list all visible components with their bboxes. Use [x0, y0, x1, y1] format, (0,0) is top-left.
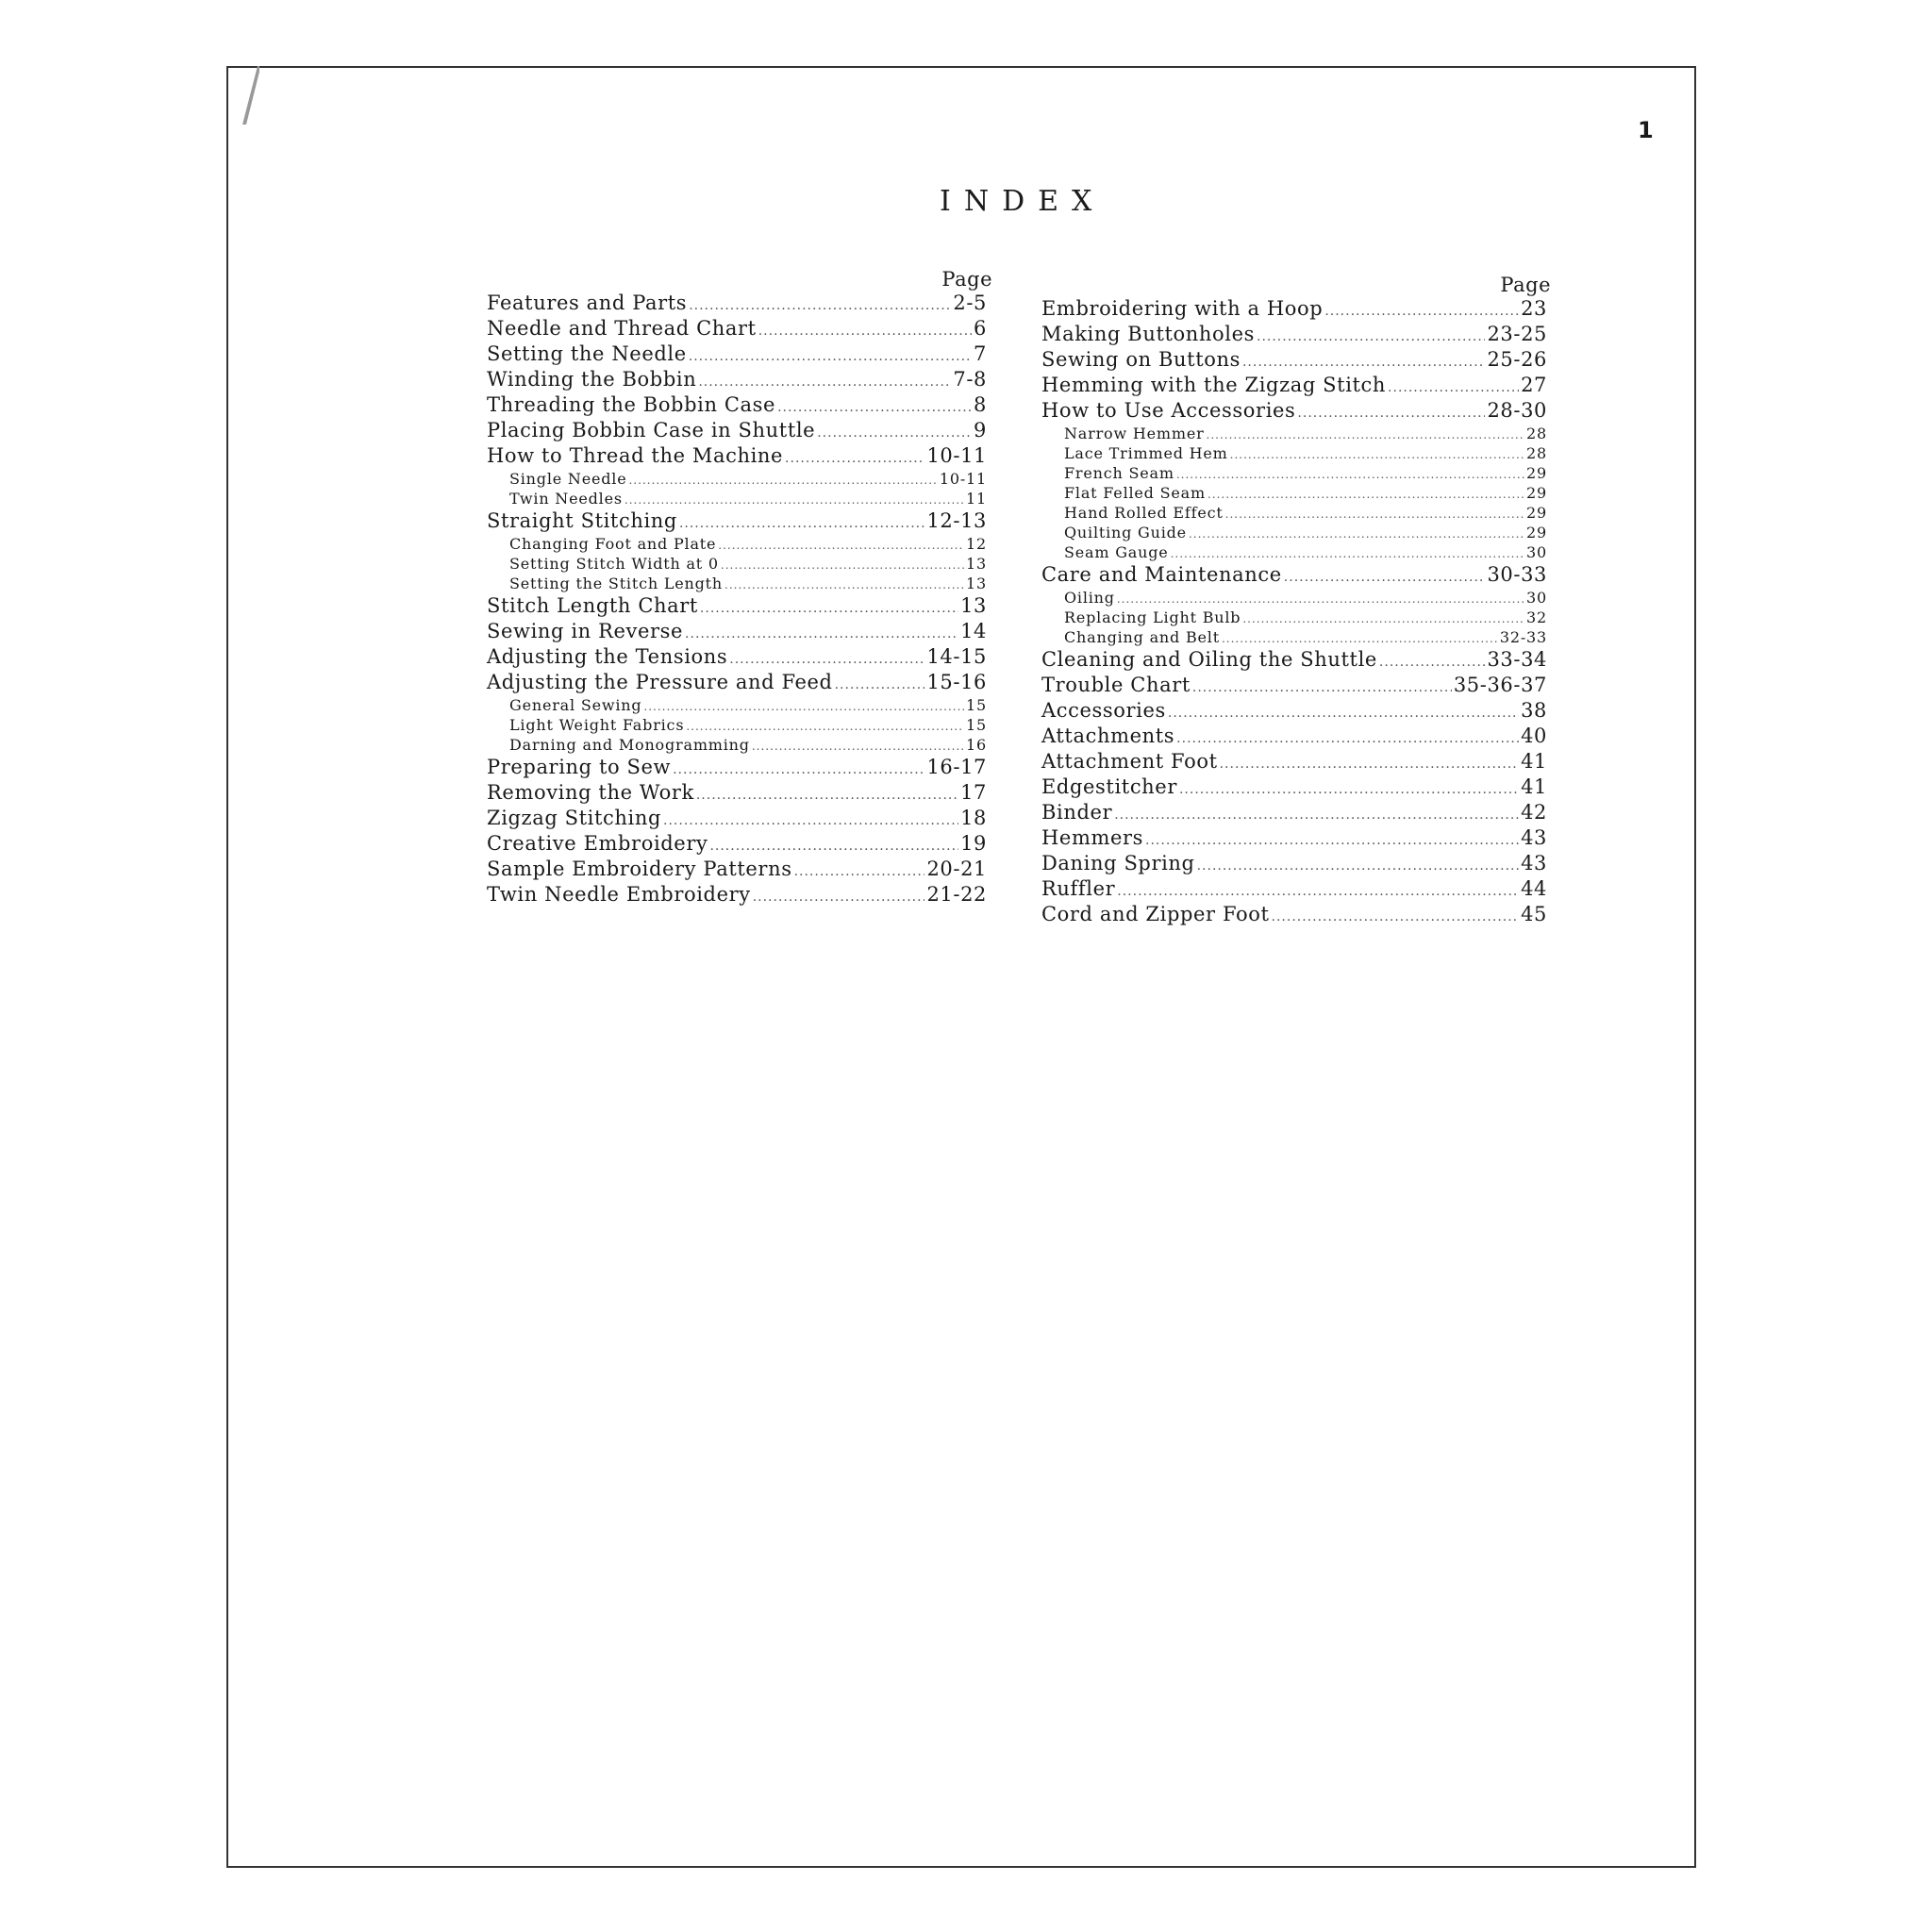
index-entry — [487, 782, 987, 807]
index-entry — [487, 833, 987, 858]
entry-label: Straight Stitching — [487, 509, 677, 532]
entry-page-number: 29 — [1526, 464, 1547, 482]
index-entry — [1041, 564, 1547, 589]
entry-page-number: 38 — [1521, 699, 1547, 722]
entry-label: General Sewing — [509, 696, 642, 714]
entry-label: Seam Gauge — [1064, 543, 1169, 561]
entry-label: How to Use Accessories — [1041, 399, 1296, 422]
dot-leader — [721, 556, 964, 575]
entry-label: Accessories — [1041, 699, 1166, 722]
entry-page-number: 42 — [1521, 801, 1547, 824]
dot-leader — [1220, 754, 1519, 775]
dot-leader — [698, 372, 951, 393]
entry-page-number: 2-5 — [953, 291, 987, 314]
entry-page-number: 43 — [1521, 826, 1547, 849]
index-entry — [487, 369, 987, 393]
dot-leader — [1145, 830, 1519, 852]
dot-leader — [724, 575, 964, 594]
entry-label: Changing Foot and Plate — [509, 535, 717, 553]
page-number: 1 — [1638, 117, 1654, 143]
index-subentry — [1041, 543, 1547, 563]
dot-leader — [689, 346, 972, 368]
entry-page-number: 12-13 — [926, 509, 987, 532]
entry-label: Threading the Bobbin Case — [487, 393, 776, 416]
entry-label: Twin Needle Embroidery — [487, 883, 751, 906]
entry-page-number: 45 — [1521, 903, 1547, 925]
entry-page-number: 29 — [1526, 504, 1547, 522]
dot-leader — [1388, 377, 1519, 399]
dot-leader — [729, 649, 924, 671]
entry-label: Setting Stitch Width at 0 — [509, 555, 719, 573]
entry-page-number: 17 — [960, 781, 987, 804]
dot-leader — [752, 737, 964, 756]
entry-label: Changing and Belt — [1064, 628, 1220, 646]
entry-label: Embroidering with a Hoop — [1041, 297, 1324, 320]
entry-page-number: 13 — [966, 575, 987, 592]
index-subentry — [487, 716, 987, 736]
entry-label: Attachments — [1041, 724, 1175, 747]
dot-leader — [718, 536, 964, 555]
entry-page-number: 15-16 — [926, 671, 987, 693]
dot-leader — [1284, 567, 1486, 589]
dot-leader — [785, 448, 924, 470]
entry-label: Trouble Chart — [1041, 674, 1191, 696]
dot-leader — [1297, 403, 1485, 425]
index-subentry — [1041, 589, 1547, 608]
entry-label: Daning Spring — [1041, 852, 1195, 874]
entry-label: Care and Maintenance — [1041, 563, 1282, 586]
dot-leader — [1176, 465, 1524, 484]
entry-page-number: 14-15 — [926, 645, 987, 668]
index-entry — [1041, 827, 1547, 852]
entry-page-number: 29 — [1526, 484, 1547, 502]
index-entry — [487, 858, 987, 883]
index-entry — [487, 394, 987, 419]
entry-page-number: 7 — [974, 342, 987, 365]
index-subentry — [487, 470, 987, 490]
index-entry — [487, 343, 987, 368]
entry-page-number: 15 — [966, 716, 987, 734]
entry-page-number: 15 — [966, 696, 987, 714]
entry-page-number: 33-34 — [1487, 648, 1547, 671]
entry-page-number: 43 — [1521, 852, 1547, 874]
index-entry — [1041, 904, 1547, 928]
index-subentry — [1041, 484, 1547, 504]
entry-page-number: 6 — [974, 317, 987, 340]
dot-leader — [1242, 352, 1485, 374]
dot-leader — [643, 697, 964, 716]
entry-label: Darning and Monogramming — [509, 736, 750, 754]
index-entry — [1041, 375, 1547, 399]
entry-page-number: 19 — [960, 832, 987, 855]
entry-page-number: 32-33 — [1499, 628, 1547, 646]
index-column-right — [1041, 274, 1551, 928]
index-subentry — [487, 555, 987, 575]
index-entry — [487, 292, 987, 317]
index-entry — [1041, 649, 1547, 674]
entry-label: Adjusting the Tensions — [487, 645, 728, 668]
index-subentry — [1041, 504, 1547, 524]
dot-leader — [1168, 703, 1519, 724]
entry-label: How to Thread the Machine — [487, 444, 784, 467]
entry-page-number: 8 — [974, 393, 987, 416]
dot-leader — [686, 717, 964, 736]
index-entry — [1041, 400, 1547, 425]
dot-leader — [673, 759, 924, 781]
index-entry — [1041, 853, 1547, 877]
entry-page-number: 30 — [1526, 589, 1547, 607]
index-entry — [1041, 725, 1547, 750]
entry-label: Sample Embroidery Patterns — [487, 858, 792, 880]
index-entry — [487, 884, 987, 908]
entry-label: Attachment Foot — [1041, 750, 1218, 773]
entry-page-number: 13 — [966, 555, 987, 573]
entry-label: Removing the Work — [487, 781, 694, 804]
entry-page-number: 25-26 — [1487, 348, 1547, 371]
entry-page-number: 11 — [966, 490, 987, 508]
dot-leader — [817, 423, 972, 444]
index-entry — [487, 420, 987, 444]
entry-page-number: 23-25 — [1487, 323, 1547, 345]
dot-leader — [1197, 856, 1519, 877]
entry-page-number: 18 — [960, 807, 987, 829]
index-entry — [1041, 298, 1547, 323]
dot-leader — [1117, 590, 1524, 608]
entry-label: Preparing to Sew — [487, 756, 672, 778]
index-list-left — [487, 292, 987, 908]
dot-leader — [1379, 652, 1486, 674]
dot-leader — [1272, 907, 1520, 928]
entry-label: French Seam — [1064, 464, 1174, 482]
index-entry — [487, 595, 987, 620]
entry-page-number: 16 — [966, 736, 987, 754]
index-entry — [487, 445, 987, 470]
dot-leader — [753, 887, 925, 908]
entry-label: Adjusting the Pressure and Feed — [487, 671, 833, 693]
index-entry — [1041, 878, 1547, 903]
entry-page-number: 30-33 — [1487, 563, 1547, 586]
index-subentry — [1041, 464, 1547, 484]
entry-page-number: 12 — [966, 535, 987, 553]
index-entry — [1041, 700, 1547, 724]
entry-page-number: 10-11 — [926, 444, 987, 467]
entry-label: Needle and Thread Chart — [487, 317, 757, 340]
entry-page-number: 13 — [960, 594, 987, 617]
index-subentry — [487, 535, 987, 555]
entry-page-number: 30 — [1526, 543, 1547, 561]
index-entry — [487, 318, 987, 342]
dot-leader — [1207, 425, 1524, 444]
dot-leader — [1114, 805, 1519, 826]
index-subentry — [1041, 524, 1547, 543]
dot-leader — [689, 295, 951, 317]
index-subentry — [1041, 628, 1547, 648]
dot-leader — [1225, 505, 1524, 524]
entry-page-number: 28-30 — [1487, 399, 1547, 422]
entry-label: Hemming with the Zigzag Stitch — [1041, 374, 1387, 396]
entry-label: Creative Embroidery — [487, 832, 708, 855]
page-column-header: Page — [1500, 274, 1551, 296]
entry-page-number: 40 — [1521, 724, 1547, 747]
entry-label: Cleaning and Oiling the Shuttle — [1041, 648, 1377, 671]
dot-leader — [1117, 881, 1519, 903]
entry-label: Hemmers — [1041, 826, 1144, 849]
entry-label: Making Buttonholes — [1041, 323, 1255, 345]
entry-page-number: 28 — [1526, 444, 1547, 462]
index-entry — [487, 510, 987, 535]
index-entry — [487, 672, 987, 696]
entry-label: Sewing on Buttons — [1041, 348, 1241, 371]
dot-leader — [1192, 677, 1452, 699]
dot-leader — [777, 397, 972, 419]
index-entry — [487, 646, 987, 671]
index-subentry — [487, 696, 987, 716]
entry-page-number: 29 — [1526, 524, 1547, 541]
dot-leader — [758, 321, 972, 342]
dot-leader — [1208, 485, 1524, 504]
entry-page-number: 20-21 — [926, 858, 987, 880]
dot-leader — [625, 491, 964, 509]
dot-leader — [1222, 629, 1498, 648]
entry-page-number: 35-36-37 — [1453, 674, 1547, 696]
entry-label: Setting the Needle — [487, 342, 687, 365]
page-corner-mark — [241, 66, 259, 125]
dot-leader — [1324, 301, 1519, 323]
entry-page-number: 10-11 — [939, 470, 987, 488]
dot-leader — [1171, 544, 1524, 563]
index-entry — [1041, 349, 1547, 374]
dot-leader — [794, 861, 925, 883]
page-title: INDEX — [940, 185, 1106, 218]
index-subentry — [1041, 608, 1547, 628]
entry-label: Binder — [1041, 801, 1113, 824]
entry-label: Sewing in Reverse — [487, 620, 684, 642]
dot-leader — [835, 675, 925, 696]
entry-label: Replacing Light Bulb — [1064, 608, 1241, 626]
dot-leader — [1257, 326, 1485, 348]
index-subentry — [1041, 425, 1547, 444]
index-entry — [1041, 324, 1547, 348]
entry-label: Flat Felled Seam — [1064, 484, 1206, 502]
index-entry — [1041, 802, 1547, 826]
dot-leader — [1176, 728, 1519, 750]
entry-label: Single Needle — [509, 470, 627, 488]
entry-label: Cord and Zipper Foot — [1041, 903, 1270, 925]
entry-label: Narrow Hemmer — [1064, 425, 1205, 442]
dot-leader — [696, 785, 958, 807]
entry-page-number: 16-17 — [926, 756, 987, 778]
dot-leader — [685, 624, 958, 645]
index-subentry — [487, 490, 987, 509]
index-entry — [1041, 776, 1547, 801]
dot-leader — [1179, 779, 1519, 801]
entry-page-number: 32 — [1526, 608, 1547, 626]
entry-label: Placing Bobbin Case in Shuttle — [487, 419, 816, 441]
entry-label: Features and Parts — [487, 291, 688, 314]
index-entry — [487, 621, 987, 645]
entry-label: Hand Rolled Effect — [1064, 504, 1224, 522]
dot-leader — [1242, 609, 1524, 628]
entry-page-number: 27 — [1521, 374, 1547, 396]
dot-leader — [1189, 525, 1524, 543]
dot-leader — [628, 471, 937, 490]
entry-page-number: 23 — [1521, 297, 1547, 320]
index-entry — [487, 808, 987, 832]
index-subentry — [487, 736, 987, 756]
dot-leader — [1230, 445, 1524, 464]
index-entry — [1041, 675, 1547, 699]
entry-label: Lace Trimmed Hem — [1064, 444, 1228, 462]
dot-leader — [700, 598, 958, 620]
page-column-header: Page — [941, 268, 992, 291]
dot-leader — [709, 836, 958, 858]
dot-leader — [679, 513, 925, 535]
entry-label: Twin Needles — [509, 490, 623, 508]
entry-label: Winding the Bobbin — [487, 368, 697, 391]
entry-page-number: 14 — [960, 620, 987, 642]
entry-page-number: 28 — [1526, 425, 1547, 442]
entry-label: Ruffler — [1041, 877, 1116, 900]
dot-leader — [663, 810, 958, 832]
index-entry — [1041, 751, 1547, 775]
index-subentry — [487, 575, 987, 594]
index-subentry — [1041, 444, 1547, 464]
index-column-left — [487, 268, 992, 908]
entry-label: Stitch Length Chart — [487, 594, 698, 617]
entry-label: Setting the Stitch Length — [509, 575, 723, 592]
entry-page-number: 7-8 — [953, 368, 987, 391]
entry-page-number: 41 — [1521, 775, 1547, 798]
entry-label: Zigzag Stitching — [487, 807, 662, 829]
entry-page-number: 9 — [974, 419, 987, 441]
entry-page-number: 21-22 — [926, 883, 987, 906]
entry-page-number: 41 — [1521, 750, 1547, 773]
entry-page-number: 44 — [1521, 877, 1547, 900]
index-entry — [487, 757, 987, 781]
entry-label: Light Weight Fabrics — [509, 716, 685, 734]
entry-label: Quilting Guide — [1064, 524, 1187, 541]
entry-label: Oiling — [1064, 589, 1115, 607]
entry-label: Edgestitcher — [1041, 775, 1177, 798]
index-list-right — [1041, 298, 1547, 928]
